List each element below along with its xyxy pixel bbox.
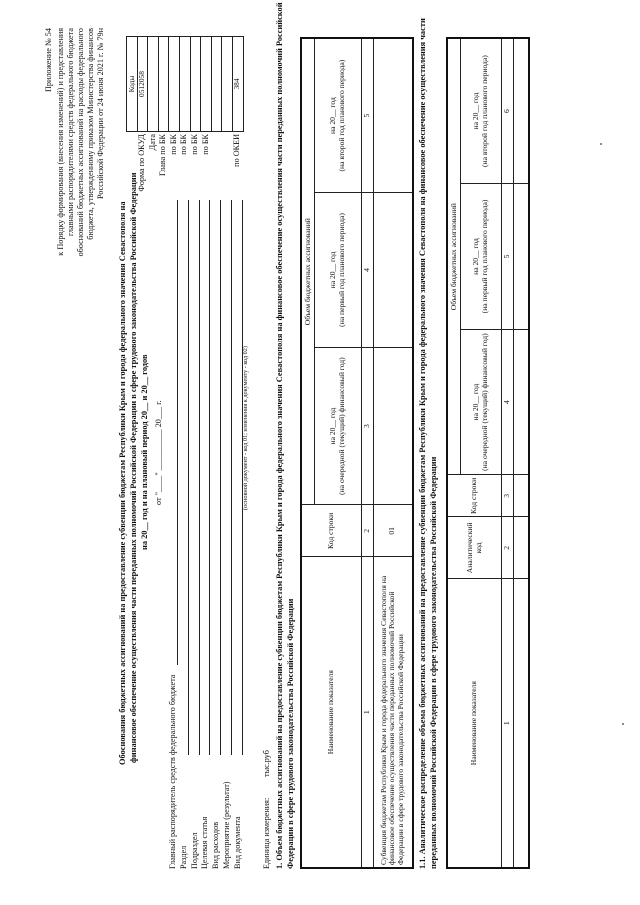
s11-row-code	[513, 475, 529, 517]
code-label: по БК	[200, 134, 210, 155]
field-label: Вид расходов	[211, 821, 221, 869]
s11-num-6: 6	[502, 38, 514, 184]
s1-col-year3-top: на 20__ год	[328, 97, 338, 134]
field-underline	[209, 200, 210, 755]
code-value-cell	[148, 37, 159, 132]
s11-row-name	[513, 579, 529, 868]
s11-col-year2-top: на 20__ год	[471, 238, 481, 275]
section1-title-line-1: 1. Объем бюджетных ассигнований на предоставление субвенции бюджетам Республики Крым и города федерального значения Севастополя на финансовое обеспечение осуществления части переданных полномочий Российской	[275, 2, 284, 869]
s11-num-2: 2	[502, 517, 514, 579]
appendix-line-3: обоснований бюджетных ассигнований на расходы федерального	[76, 28, 85, 257]
s1-num-4: 4	[362, 193, 374, 348]
s1-row-value-1	[373, 347, 413, 505]
field-label: Главный распорядитель средств федерального бюджета	[168, 674, 177, 869]
unit-value: тыс.руб	[262, 750, 271, 777]
s11-row-value-1	[513, 329, 529, 475]
s11-col-group: Объем бюджетных ассигнований	[447, 38, 461, 475]
s11-col-year3-top: на 20__ год	[471, 92, 481, 130]
s11-col-year3	[461, 38, 502, 184]
section1-title-line-2: Федерации в сфере трудового законодательства Российской Федерации	[286, 598, 295, 869]
field-underline	[220, 200, 221, 755]
document-type-hint: (основной документ - код 01; изменения к документу - код 02)	[242, 346, 249, 510]
s1-row-name: Субвенция бюджетам Республики Крым и города федерального значения Севастополя на финансовое обеспечение осуществления части переданных полномочий Российской Федерации в сфере трудового законодательства Российской Федерации	[373, 557, 413, 868]
unit-label: Единица измерения:	[262, 797, 271, 869]
code-value-cell: 384	[232, 37, 243, 132]
code-value-cell	[190, 37, 201, 132]
field-label: Мероприятие (результат)	[222, 781, 231, 869]
s1-col-group: Объем бюджетных ассигнований	[301, 38, 315, 505]
s11-col-analytic: Аналитический код	[447, 517, 502, 579]
field-underline	[199, 200, 200, 755]
s11-num-1: 1	[502, 579, 514, 868]
code-label: по БК	[179, 134, 189, 155]
code-value-cell	[211, 37, 222, 132]
code-value-cell	[169, 37, 180, 132]
s1-num-2: 2	[362, 505, 374, 557]
s1-num-3: 3	[362, 347, 374, 505]
appendix-line-4: бюджета, утвержденному приказом Министерства финансов	[86, 28, 95, 240]
s1-col-year2-top: на 20__ год	[328, 251, 338, 289]
s11-row-value-2	[513, 184, 529, 330]
s11-col-name: Наименование показателя	[447, 579, 502, 868]
s1-col-year1-bottom: (на очередной (текущий) финансовый год)	[337, 357, 346, 495]
field-label: Целевая статья	[200, 816, 210, 869]
s1-col-year1	[315, 347, 362, 505]
section1-table	[300, 37, 414, 869]
s1-num-1: 1	[362, 557, 374, 868]
appendix-line-1: к Порядку формирования (внесения изменений) и представления	[56, 28, 65, 256]
codes-table-body	[127, 37, 244, 132]
appendix-number: Приложение № 54	[44, 28, 53, 93]
form-title-line-3: на 20__ год и на плановый период 20__ и 20__ годов	[140, 354, 149, 550]
s11-row-analytic	[513, 517, 529, 579]
appendix-line-2: главными распорядителями средств федерального бюджета	[66, 28, 75, 237]
appendix-line-5: Российской Федерации от 24 июня 2021 г. № 79н	[96, 28, 105, 200]
s1-col-year3-bottom: (на второй год планового периода)	[337, 59, 346, 172]
code-label: Форма по ОКУД	[137, 134, 146, 192]
section11-title-line-2: переданных полномочий Российской Федерации в сфере трудового законодательства Российской Федерации	[429, 456, 438, 869]
s1-col-code: Код строки	[301, 505, 362, 557]
field-underline	[231, 200, 232, 755]
s1-row-value-3	[373, 38, 413, 193]
s1-col-year3	[315, 38, 362, 193]
form-date-line: от "____" __________ 20___ г.	[154, 400, 163, 505]
code-label: по БК	[190, 134, 199, 155]
field-label: Раздел	[178, 845, 188, 869]
s11-col-year3-bottom: (на второй год планового периода)	[480, 55, 489, 167]
code-value-cell	[158, 37, 169, 132]
code-value-cell	[201, 37, 212, 132]
code-label: Глава по БК	[158, 134, 168, 176]
field-underline	[188, 200, 189, 755]
code-label: по БК	[168, 134, 178, 155]
s1-col-year2-bottom: (на первый год планового периода)	[337, 213, 346, 327]
s11-row-value-3	[513, 38, 529, 184]
codes-header: Коды	[127, 37, 138, 132]
s1-col-name: Наименование показателя	[301, 557, 362, 868]
s11-col-code: Код строки	[447, 475, 502, 517]
s11-col-year2-bottom: (на первый год планового периода)	[480, 199, 489, 314]
s1-row-code: 01	[373, 505, 413, 557]
code-value-cell	[222, 37, 233, 132]
field-label: Вид документа	[232, 816, 242, 869]
field-label: Подраздел	[189, 832, 199, 869]
code-value-cell: 0512058	[137, 37, 148, 132]
scan-speck	[600, 143, 602, 145]
s11-col-year2	[461, 184, 502, 330]
form-title-line-2: финансовое обеспечение осуществления части переданных полномочий Российской Федерации в сфере трудового законодательства Российской Федерации	[129, 172, 138, 763]
section11-title-line-1: 1.1. Аналитическое распределение объема бюджетных ассигнований на предоставление субвенции бюджетам Республики Крым и города федерального значения Севастополя на финансовое обеспечение осуществления части	[418, 18, 427, 869]
s11-num-5: 5	[502, 184, 514, 330]
s11-col-year1-top: на 20__ год	[471, 383, 481, 421]
s11-col-year1-bottom: (на очередной (текущий) финансовый год)	[480, 333, 489, 471]
code-value-cell	[179, 37, 190, 132]
codes-table	[126, 36, 244, 132]
form-title-line-1: Обоснования бюджетных ассигнований на предоставление субвенции бюджетам Республики Крым и города федерального значения Севастополя на	[118, 201, 127, 765]
s1-col-year1-top: на 20__ год	[328, 407, 338, 445]
code-label: по ОКЕИ	[232, 134, 242, 167]
s11-num-3: 3	[502, 475, 514, 517]
s11-num-4: 4	[502, 329, 514, 475]
s11-col-year1	[461, 329, 502, 475]
s1-num-5: 5	[362, 38, 374, 193]
scan-speck	[622, 723, 624, 725]
s1-row-value-2	[373, 193, 413, 348]
s1-col-year2	[315, 193, 362, 348]
code-label: Дата	[147, 134, 157, 151]
field-underline	[177, 200, 178, 665]
section11-table	[446, 37, 530, 869]
